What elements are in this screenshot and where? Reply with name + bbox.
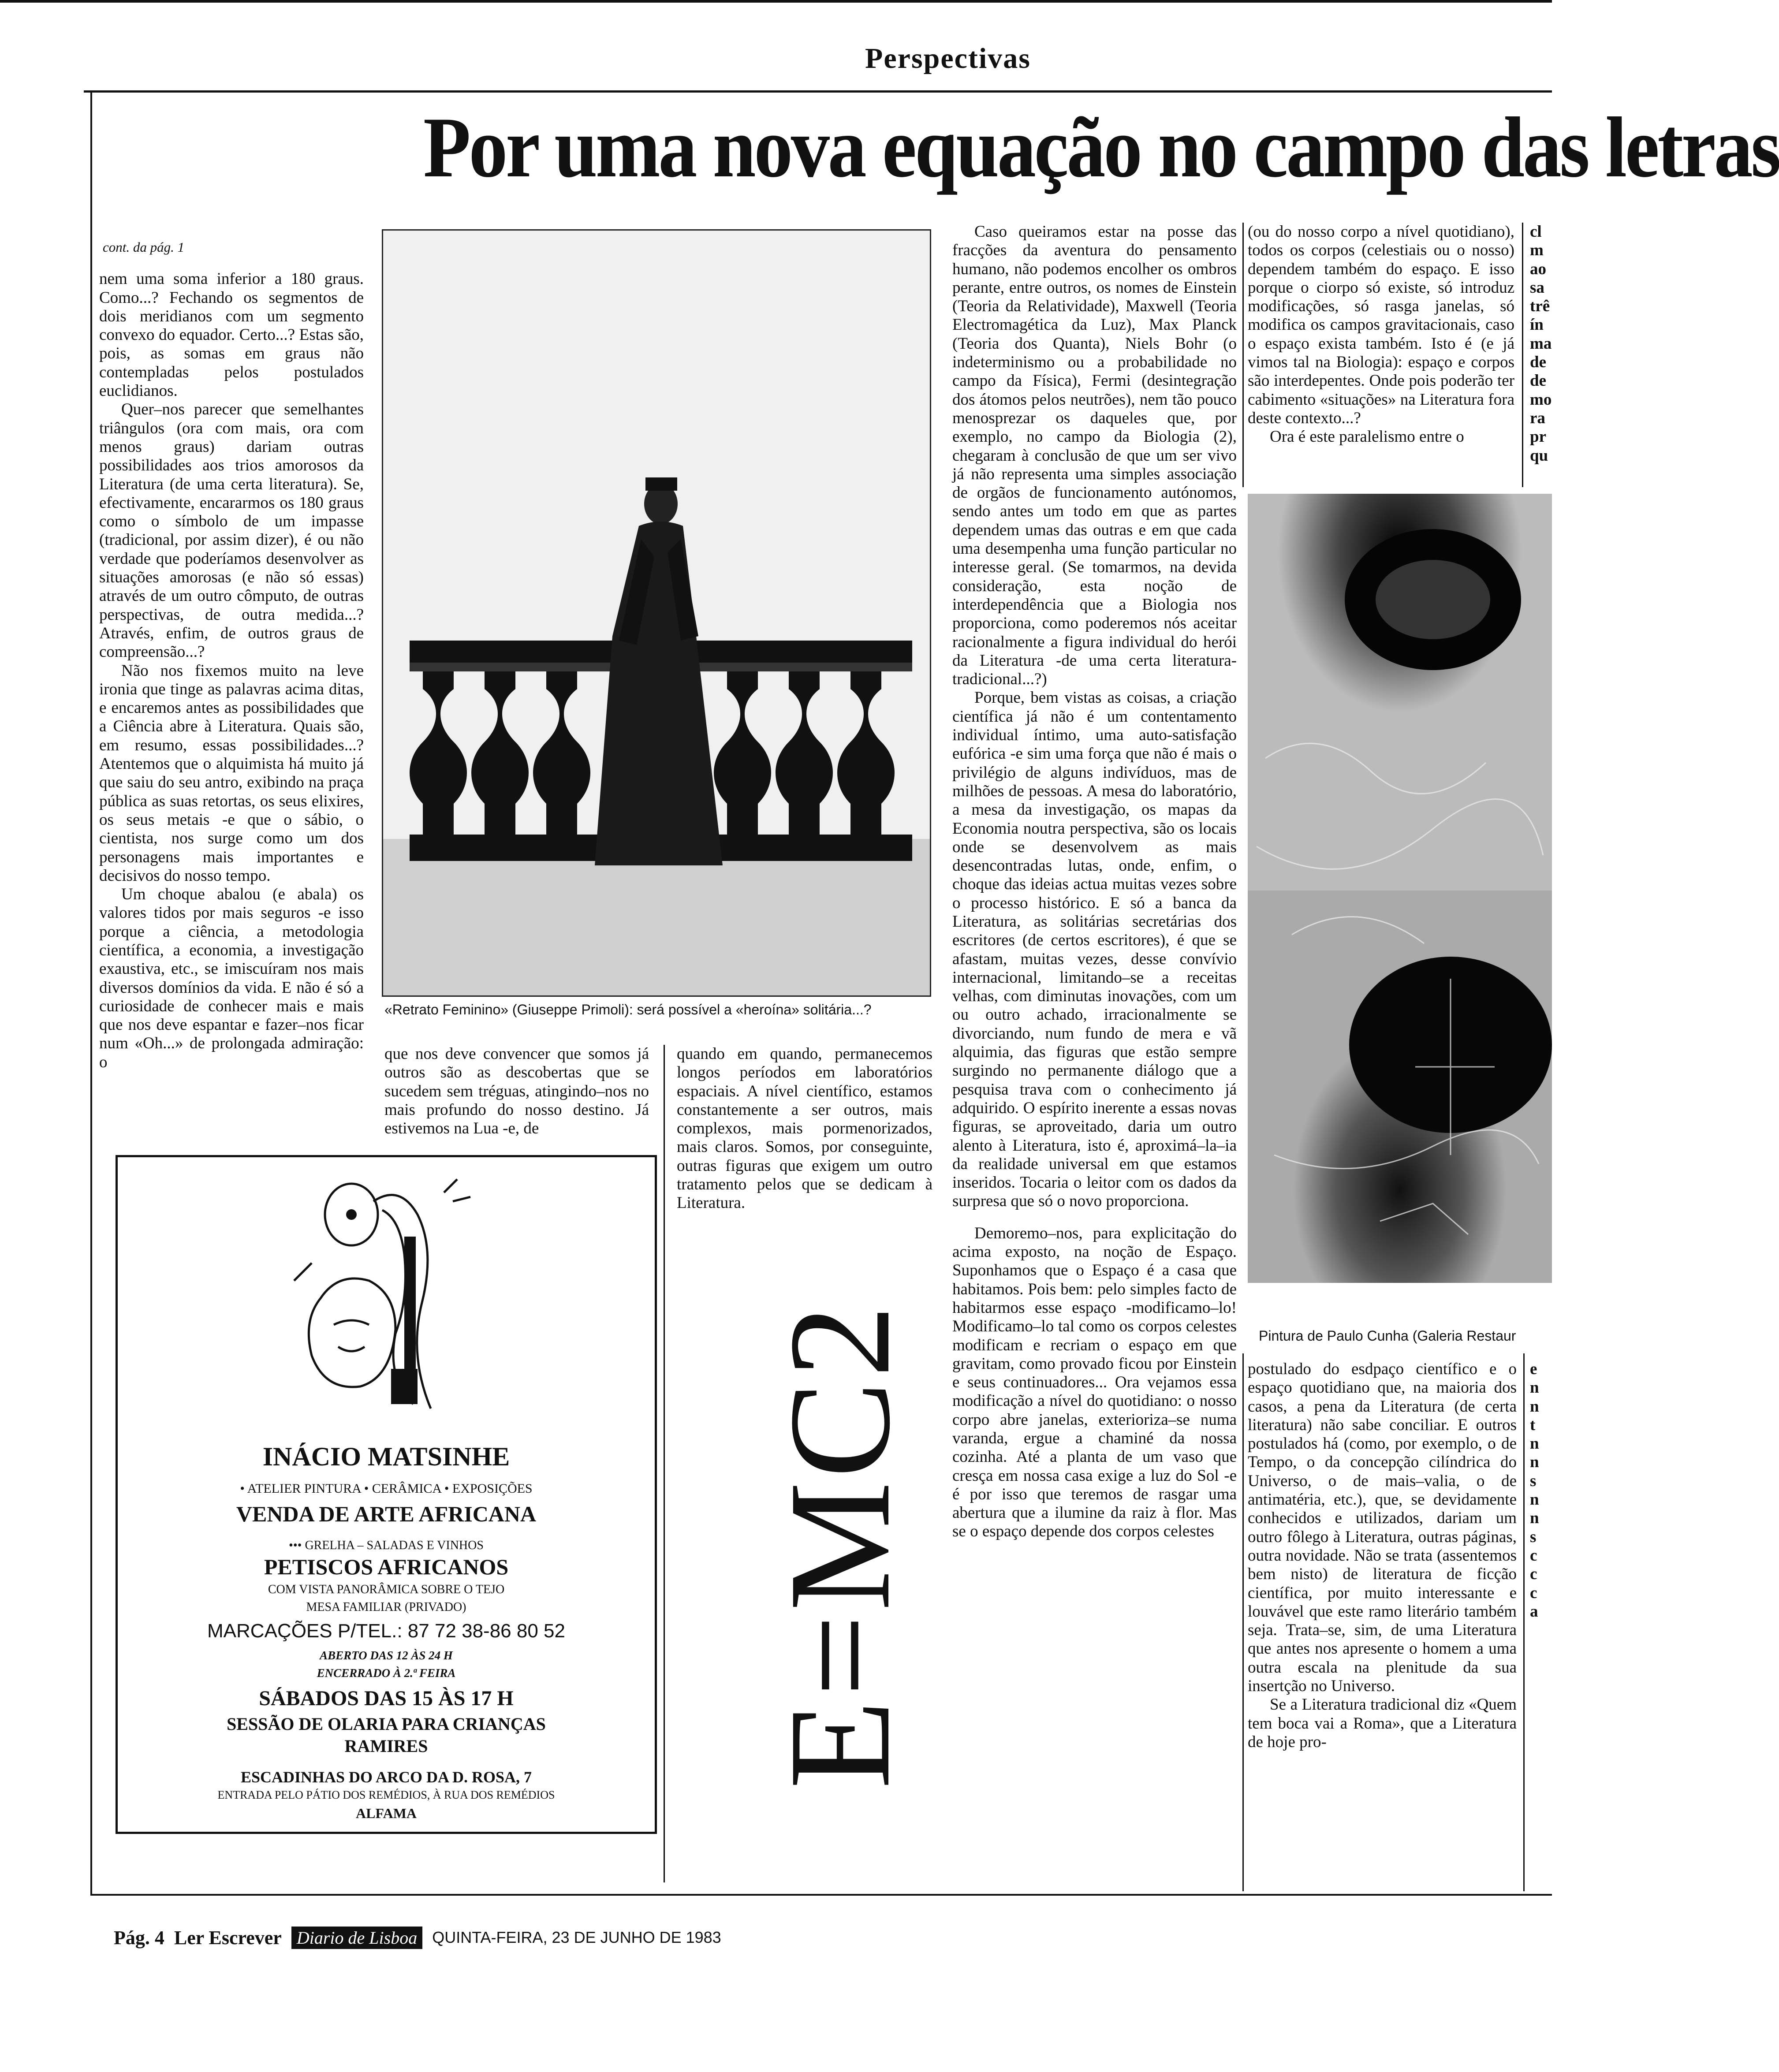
fragment-line: c xyxy=(1530,1584,1537,1602)
fragment-line: s xyxy=(1530,1472,1537,1490)
bottom-frame-rule xyxy=(90,1894,1552,1896)
ad-name: INÁCIO MATSINHE xyxy=(262,1442,510,1471)
ad-address: ESCADINHAS DO ARCO DA D. ROSA, 7 xyxy=(240,1768,532,1786)
fragment-line: a xyxy=(1530,1602,1538,1621)
fragment-line: n xyxy=(1530,1491,1539,1509)
fragment-line: n xyxy=(1530,1509,1539,1528)
column-divider xyxy=(1242,223,1244,487)
newspaper-logo: Diario de Lisboa xyxy=(291,1927,422,1949)
header-rule xyxy=(84,90,1552,93)
fragment-line: ín xyxy=(1530,316,1544,334)
ad-line: ••• GRELHA – SALADAS E VINHOS xyxy=(289,1539,484,1552)
article-column-2 xyxy=(384,1045,649,1138)
paragraph: Um choque abalou (e abala) os valores tidos por mais seguros -e isso porque a ciência, a metodologia científica, a economia, a investigação exaustiva, etc., se imiscuíram nos mais diversos domínios da vida. E não é só a curiosidade de conhecer mais e mais que nos deve espantar e fazer–nos ficar num «Oh...» de prolongada admiração: o xyxy=(99,885,364,1071)
painting-image xyxy=(1248,494,1552,1318)
abstract-painting xyxy=(1248,494,1552,1318)
paragraph: nem uma soma inferior a 180 graus. Como...? Fechando os segmentos de dois meridianos com um segmento convexo do equador. Certo...? Estas são, pois, as somas em graus não contempladas pelos postulados euclidianos. xyxy=(99,270,364,400)
fragment-line: de xyxy=(1530,372,1546,390)
fragment-line: n xyxy=(1530,1435,1539,1453)
paragraph: que nos deve convencer que somos já outros são as descobertas que se sucedem sem tréguas, atingindo–nos no mais profundo do nosso destino. Já estivemos na Lua -e, de xyxy=(384,1045,649,1138)
photo-caption: «Retrato Feminino» (Giuseppe Primoli): será possível a «heroína» solitária...? xyxy=(384,1002,872,1017)
article-column-6-fragment-lower xyxy=(1530,1360,1552,1621)
paragraph: Ora é este paralelismo entre o xyxy=(1270,428,1464,446)
fragment-line: n xyxy=(1530,1453,1539,1472)
advertisement xyxy=(116,1155,657,1834)
column-divider xyxy=(1242,1353,1244,1891)
ad-line: COM VISTA PANORÂMICA SOBRE O TEJO xyxy=(268,1583,505,1596)
ad-entry: ENTRADA PELO PÁTIO DOS REMÉDIOS, À RUA DOS REMÉDIOS xyxy=(217,1789,555,1801)
ad-hours: ABERTO DAS 12 ÀS 24 H xyxy=(320,1649,453,1662)
column-divider xyxy=(1522,223,1523,487)
fragment-line: s xyxy=(1530,1528,1537,1546)
paragraph: (ou do nosso corpo a nível quotidiano), todos os corpos (celestiais ou o nosso) dependem também do espaço. E isso porque o ciorpo só existe, só introduz modificações, só rasga janelas, só modifica os campos gravitacionais, caso o espaço exista também. Isto é (e já vimos tal na Biologia): espaço e corpos são interdepentes. Onde pois poderão ter cabimento «situações» na Literatura fora deste contexto...? xyxy=(1248,223,1514,427)
painting-caption: Pintura de Paulo Cunha (Galeria Restaur xyxy=(1259,1328,1516,1344)
headline: Por uma nova equação no campo das letras xyxy=(423,100,1779,195)
paragraph: Porque, bem vistas as coisas, a criação científica já não é um contentamento individual íntimo, uma auto-satisfação eufórica -e sim uma força que não é mais o privilégio de alguns indivíduos, mas de milhões de pessoas. A mesa do laboratório, a mesa da investigação, os mapas da Economia noutra perspectiva, são os locais onde se desenvolvem as mais desencontradas lutas, onde, enfim, o choque das ideias actua muitas vezes sobre o processo histórico. E só a banca da Literatura, as solitárias secretárias dos escritores (de certos escritores), é que se afastam, muitas vezes, desse convívio internacional, limitando–se a receitas velhas, com diminutas inovações, com um ou outro achado, irracionalmente se divorciando, num fundo de mera e vã alquimia, das figuras que estão sempre surgindo no permanente diálogo que a pesquisa trava com o conhecimento já adquirido. O espírito inerente a essas novas figuras, se aproveitado, daria um outro alento à Literatura, isto é, aproximá–la–ia da realidade universal em que estamos inseridos. Tocaria o leitor com os dados da surpresa que só o novo proporciona. xyxy=(952,689,1237,1211)
fragment-line: c xyxy=(1530,1546,1537,1565)
formula-emc2: E=MC2 xyxy=(759,1301,920,1789)
fragment-line: n xyxy=(1530,1379,1539,1397)
issue-date: QUINTA-FEIRA, 23 DE JUNHO DE 1983 xyxy=(432,1928,721,1946)
fragment-line: m xyxy=(1530,241,1544,260)
fragment-line: ao xyxy=(1530,260,1546,278)
paragraph: Caso queiramos estar na posse das fracções da aventura do pensamento humano, não podemos encolher os ombros perante, entre outros, os nomes de Einstein (Teoria da Relatividade), Maxwell (Teoria Electromagética da Luz), Max Planck (Teoria dos Quanta), Niels Bohr (o indeterminismo ou a probabilidade no campo da Física), Fermi (desintegração dos átomos pelos neutrões), nem tão pouco menosprezar os daqueles que, por exemplo, no campo da Biologia (2), chegaram à conclusão de que um ser vivo já não representa uma simples associação de orgãos de funcionamento autónomos, sendo antes um todo em que as partes dependem umas das outras e em que cada uma desempenha uma função particular no interesse geral. (Se tomarmos, na devida consideração, esta noção de interdependência que a Biologia nos proporciona, como poderemos nós aceitar racionalmente a figura individual do herói da Literatura -de uma certa literatura- tradicional...?) xyxy=(952,223,1237,689)
fragment-line: mo xyxy=(1530,390,1552,409)
paragraph: Não nos fixemos muito na leve ironia que tinge as palavras acima ditas, e encaremos antes as possibilidades que a Ciência abre à Literatura. Quais são, em resumo, essas possibilidades...? Atentemos que o alquimista há muito já que saiu do seu antro, exibindo na praça pública as suas retortas, os seus elixires, os seus metais -e que o sábio, o cientista, nos surge como um dos personagens mais importantes e decisivos do nosso tempo. xyxy=(99,661,364,885)
ad-district: ALFAMA xyxy=(355,1805,417,1821)
fragment-line: n xyxy=(1530,1397,1539,1416)
paragraph: Demoremo–nos, para explicitação do acima exposto, na noção de Espaço. Suponhamos que o Espaço é a casa que habitamos. Pois bem: pelo simples facto de habitarmos esse espaço -modificamo–lo! Modificamo–lo tal como os corpos celestes modificam e recriam o espaço em que gravitam, como provado ficou por Einstein e seus continuadores... Ora vejamos essa modificação a nível do quotidiano: o nosso corpo abre janelas, exterioriza–se numa varanda, ergue a chaminé da nossa cozinha. Até a planta de um vaso que cresça em nossa casa exige a luz do Sol -e é por isso que teremos de rasgar uma abertura que a ilumine da raiz à flor. Mas se o espaço depende dos corpos celestes xyxy=(952,1224,1237,1541)
article-column-6-fragment xyxy=(1530,223,1552,465)
fragment-line: qu xyxy=(1530,446,1548,465)
portrait-photo xyxy=(382,229,931,997)
ad-saturday: RAMIRES xyxy=(344,1736,428,1756)
column-divider xyxy=(1523,1353,1525,1891)
fragment-line: c xyxy=(1530,1565,1537,1584)
fragment-line: cl xyxy=(1530,223,1542,241)
fragment-line: de xyxy=(1530,353,1546,372)
fragment-line: e xyxy=(1530,1360,1537,1378)
ad-line: PETISCOS AFRICANOS xyxy=(264,1554,509,1579)
page-footer xyxy=(114,1924,819,1951)
left-frame-rule xyxy=(90,93,92,1896)
fragment-line: t xyxy=(1530,1416,1536,1434)
page-number: Pág. 4 xyxy=(114,1927,164,1949)
article-column-5 xyxy=(1248,223,1514,447)
paragraph: Se a Literatura tradicional diz «Quem tem boca vai a Roma», que a Literatura de hoje pro- xyxy=(1248,1696,1517,1751)
fragment-line: ra xyxy=(1530,409,1545,427)
paragraph: quando em quando, permanecemos longos períodos em laboratórios espaciais. A nível científico, estamos constantemente a ser outros, mais complexos, mais pormenorizados, mais claros. Somos, por conseguinte, outras figuras que exigem um outro tratamento pelos que se dedicam à Literatura. xyxy=(677,1045,932,1212)
fragment-line: pr xyxy=(1530,428,1546,446)
article-column-4 xyxy=(952,223,1237,1541)
ad-line: MESA FAMILIAR (PRIVADO) xyxy=(306,1600,466,1614)
ad-phone: MARCAÇÕES P/TEL.: 87 72 38-86 80 52 xyxy=(207,1620,565,1642)
column-divider xyxy=(664,1045,665,1882)
article-column-5-continued xyxy=(1248,1360,1517,1752)
portrait-illustration xyxy=(383,231,930,995)
fragment-line: trê xyxy=(1530,297,1550,316)
ad-services: • ATELIER PINTURA • CERÂMICA • EXPOSIÇÕES xyxy=(240,1481,533,1496)
continuation-note: cont. da pág. 1 xyxy=(103,239,185,255)
ad-saturday: SESSÃO DE OLARIA PARA CRIANÇAS xyxy=(227,1714,546,1734)
ad-hours: ENCERRADO À 2.ª FEIRA xyxy=(317,1666,456,1680)
article-column-1 xyxy=(99,238,364,1072)
article-column-3 xyxy=(677,1045,932,1213)
supplement-title: Ler Escrever xyxy=(174,1927,282,1949)
top-border xyxy=(0,0,1552,3)
ad-saturday: SÁBADOS DAS 15 ÀS 17 H xyxy=(259,1687,514,1710)
section-title: Perspectivas xyxy=(865,42,1031,75)
ad-illustration xyxy=(285,1175,470,1422)
paragraph: postulado do esdpaço científico e o espaço quotidiano que, na maioria dos casos, a pena da Literatura (de certa literatura) não sabe conciliar. E outros postulados há (como, por exemplo, o de Tempo, o da concepção cilíndrica do Universo, o de mais–valia, o de antimatéria, etc.), que, se devidamente conhecidos e utilizados, dariam um outro fôlego à Literatura, outras páginas, outra novidade. Não se trata (assentemos bem nisto) de literatura de ficção científica, por muito interessante e louvável que este ramo literário também seja. Trata–se, sim, de uma Literatura que antes nos apresente o homem a uma outra escala na plenitude da sua insertção no Universo. xyxy=(1248,1360,1517,1696)
fragment-line: sa xyxy=(1530,278,1544,297)
fragment-line: ma xyxy=(1530,334,1552,353)
ad-line: VENDA DE ARTE AFRICANA xyxy=(236,1502,537,1526)
paragraph: Quer–nos parecer que semelhantes triângulos (ora com mais, ora com menos graus) dariam outras possibilidades aos trios amorosos da Literatura (de uma certa literatura). Se, efectivamente, encararmos os 180 graus como o símbolo de um impasse (tradicional, por assim dizer), é ou não verdade que poderíamos desenvolver as situações amorosas (e não só essas) através de um outro cômputo, de outras perspectivas, de outra medida...? Através, enfim, de outros graus de compreensão...? xyxy=(99,400,364,661)
